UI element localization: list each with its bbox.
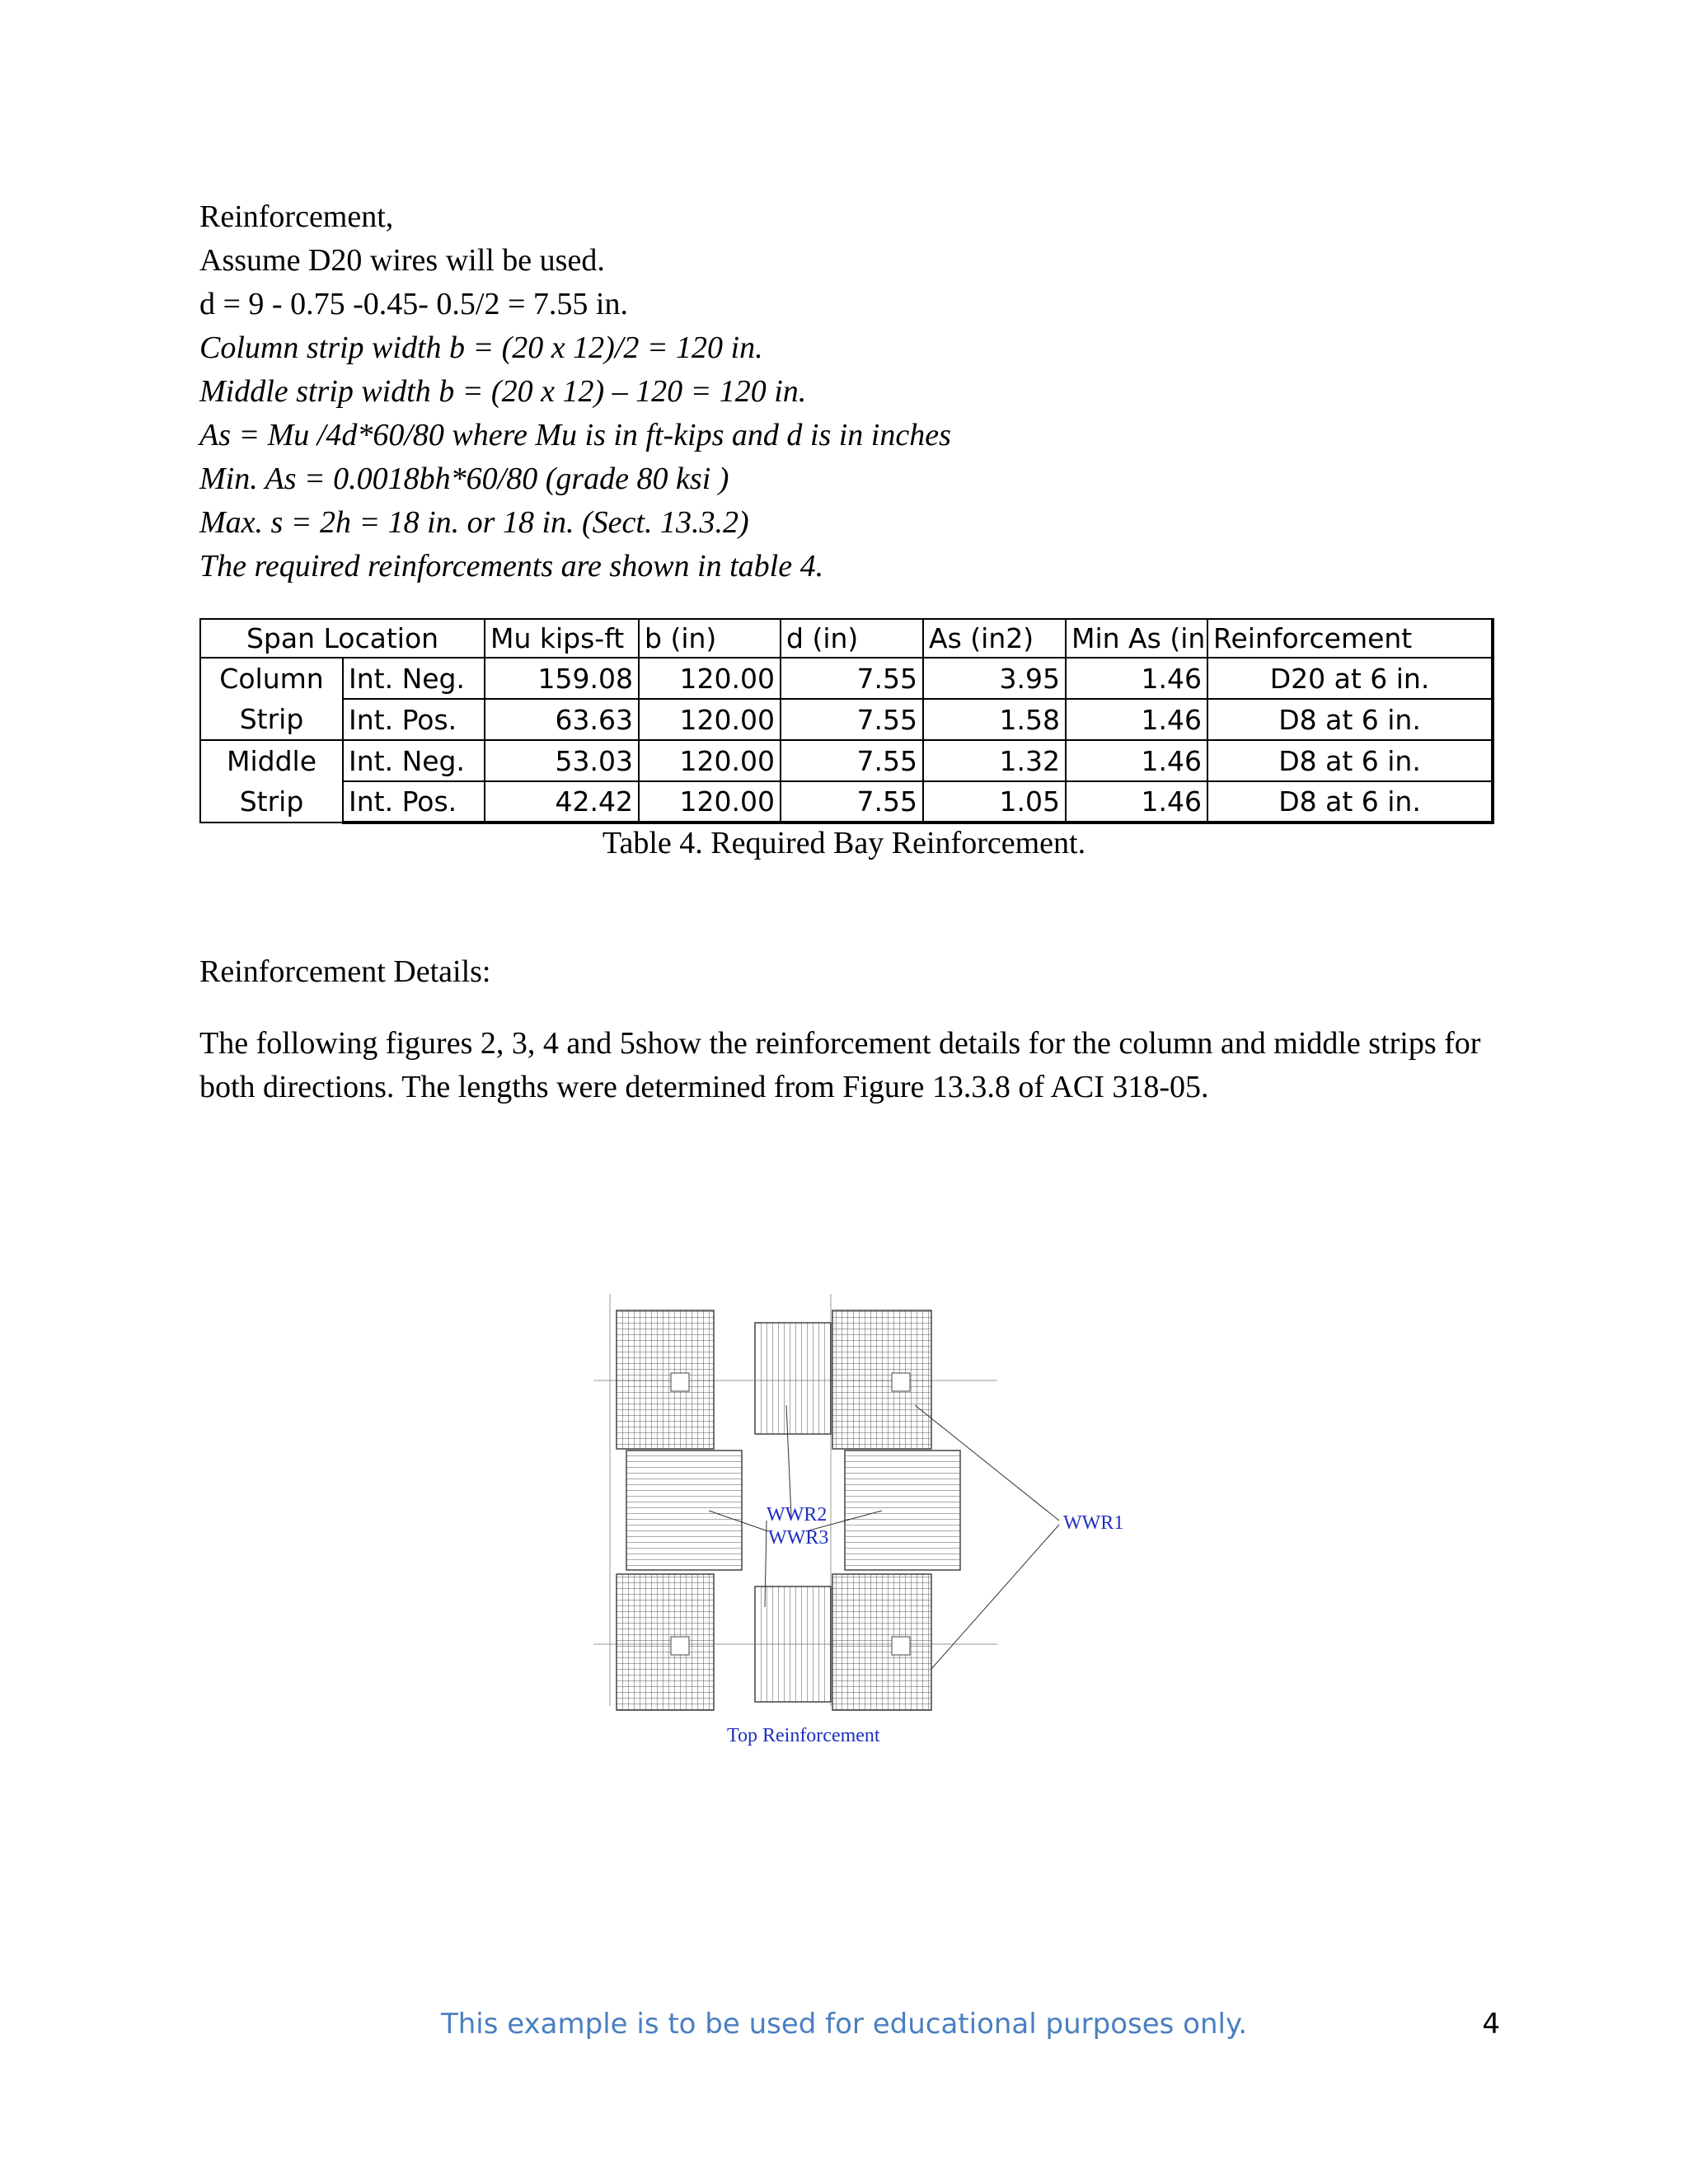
cell-reinforcement: D8 at 6 in. bbox=[1207, 740, 1493, 781]
top-reinforcement-figure bbox=[593, 1294, 1154, 1755]
table-row bbox=[200, 781, 1493, 823]
wwr3-panel-right bbox=[845, 1451, 960, 1570]
wwr1-panel-top-left bbox=[617, 1310, 714, 1449]
cell-mu: 42.42 bbox=[485, 781, 639, 823]
label-wwr1: WWR1 bbox=[1063, 1512, 1124, 1534]
cell-mu: 159.08 bbox=[485, 658, 639, 699]
column-square bbox=[892, 1637, 910, 1655]
cell-as: 1.58 bbox=[923, 699, 1066, 740]
text-line: d = 9 - 0.75 -0.45- 0.5/2 = 7.55 in. bbox=[199, 287, 628, 321]
cell-reinforcement: D20 at 6 in. bbox=[1207, 658, 1493, 699]
label-wwr3: WWR3 bbox=[768, 1527, 829, 1549]
header-reinforcement: Reinforcement bbox=[1207, 619, 1493, 658]
table-row bbox=[200, 740, 1493, 781]
wwr3-panel-left bbox=[626, 1451, 742, 1570]
table-caption: Table 4. Required Bay Reinforcement. bbox=[602, 826, 1086, 860]
header-min-as: Min As (in bbox=[1066, 619, 1207, 658]
label-wwr2: WWR2 bbox=[767, 1504, 828, 1526]
cell-location: Int. Neg. bbox=[343, 740, 485, 781]
cell-min-as: 1.46 bbox=[1066, 740, 1207, 781]
wwr1-panel-top-right bbox=[832, 1310, 931, 1449]
wwr2-panel-top bbox=[755, 1323, 831, 1434]
header-as: As (in2) bbox=[923, 619, 1066, 658]
cell-b: 120.00 bbox=[639, 781, 781, 823]
footer-note: This example is to be used for educational purposes only. bbox=[440, 2008, 1248, 2041]
text-line: Min. As = 0.0018bh*60/80 (grade 80 ksi ) bbox=[199, 462, 729, 496]
wwr2-panel-bottom bbox=[755, 1586, 831, 1702]
header-span-location: Span Location bbox=[200, 619, 485, 658]
cell-d: 7.55 bbox=[781, 740, 923, 781]
column-square bbox=[671, 1637, 689, 1655]
wwr1-panel-bottom-right bbox=[832, 1574, 931, 1710]
text-line: Middle strip width b = (20 x 12) – 120 = 120 in. bbox=[199, 374, 807, 409]
cell-min-as: 1.46 bbox=[1066, 699, 1207, 740]
text-line: Assume D20 wires will be used. bbox=[199, 243, 605, 278]
text-line: As = Mu /4d*60/80 where Mu is in ft-kips and d is in inches bbox=[199, 418, 951, 452]
details-heading: Reinforcement Details: bbox=[199, 954, 491, 989]
cell-b: 120.00 bbox=[639, 740, 781, 781]
cell-as: 1.05 bbox=[923, 781, 1066, 823]
cell-d: 7.55 bbox=[781, 699, 923, 740]
cell-d: 7.55 bbox=[781, 658, 923, 699]
figure-caption: Top Reinforcement bbox=[727, 1725, 880, 1746]
cell-d: 7.55 bbox=[781, 781, 923, 823]
cell-location: Int. Pos. bbox=[343, 699, 485, 740]
table-row bbox=[200, 699, 1493, 740]
text-line: The required reinforcements are shown in table 4. bbox=[199, 549, 824, 583]
cell-mu: 63.63 bbox=[485, 699, 639, 740]
column-square bbox=[671, 1373, 689, 1391]
cell-min-as: 1.46 bbox=[1066, 781, 1207, 823]
details-paragraph: The following figures 2, 3, 4 and 5show the reinforcement details for the column and middle strips for both directions. The lengths were determined from Figure 13.3.8 of ACI 318-05. bbox=[199, 1026, 1481, 1104]
cell-b: 120.00 bbox=[639, 658, 781, 699]
header-b: b (in) bbox=[639, 619, 781, 658]
cell-b: 120.00 bbox=[639, 699, 781, 740]
group-column-strip: Column Strip bbox=[200, 658, 343, 740]
text-line: Column strip width b = (20 x 12)/2 = 120 in. bbox=[199, 330, 763, 365]
group-middle-strip: Middle Strip bbox=[200, 740, 343, 823]
cell-min-as: 1.46 bbox=[1066, 658, 1207, 699]
cell-as: 3.95 bbox=[923, 658, 1066, 699]
header-d: d (in) bbox=[781, 619, 923, 658]
cell-location: Int. Neg. bbox=[343, 658, 485, 699]
cell-reinforcement: D8 at 6 in. bbox=[1207, 781, 1493, 823]
page-number: 4 bbox=[1482, 2008, 1500, 2041]
column-square bbox=[892, 1373, 910, 1391]
text-line: Max. s = 2h = 18 in. or 18 in. (Sect. 13.3.2) bbox=[199, 505, 749, 540]
table-row bbox=[200, 658, 1493, 699]
reinforcement-table bbox=[199, 618, 1494, 824]
cell-as: 1.32 bbox=[923, 740, 1066, 781]
table-header-row bbox=[200, 619, 1493, 658]
wwr1-panel-bottom-left bbox=[617, 1574, 714, 1710]
cell-mu: 53.03 bbox=[485, 740, 639, 781]
header-mu: Mu kips-ft bbox=[485, 619, 639, 658]
text-line: Reinforcement, bbox=[199, 199, 394, 234]
cell-location: Int. Pos. bbox=[343, 781, 485, 823]
cell-reinforcement: D8 at 6 in. bbox=[1207, 699, 1493, 740]
